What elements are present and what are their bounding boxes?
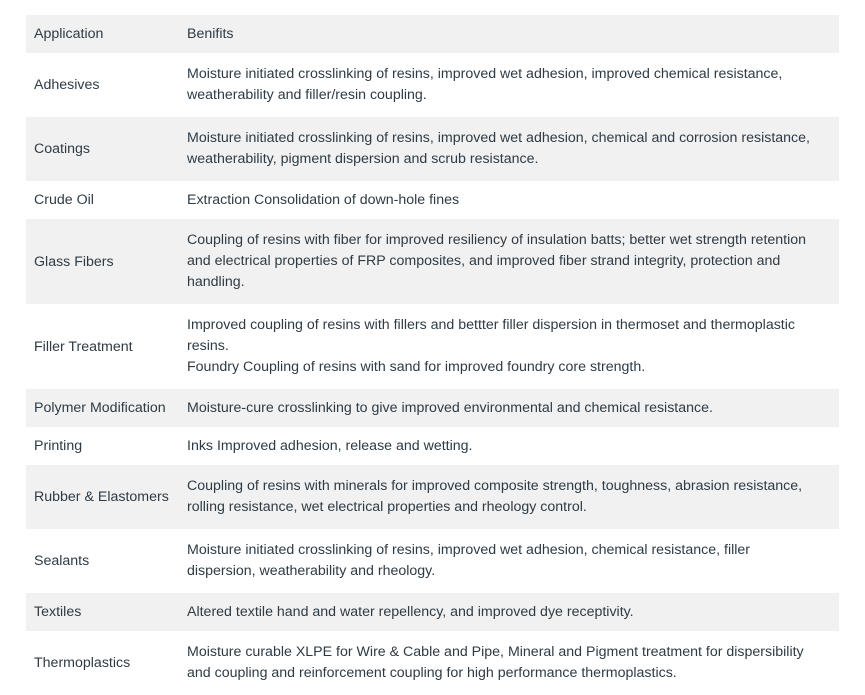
benefits-line: Coupling of resins with minerals for improved composite strength, toughness, abrasion resistance, [187,478,803,494]
header-application: Application [34,26,104,42]
benefits-cell [187,190,839,211]
benefits-line: Inks Improved adhesion, release and wetting. [187,437,473,454]
benefits-cell [187,64,839,106]
benefits-line: Moisture initiated crosslinking of resins, improved wet adhesion, improved chemical resistance, [187,66,783,82]
table-row [26,304,839,389]
benefits-line: and coupling and reinforcement coupling for high performance thermoplastics. [187,665,677,681]
benefits-cell [187,476,839,518]
header-benefits: Benifits [187,25,234,42]
table-header-row [26,15,839,53]
table-row [26,529,839,593]
table-row [26,631,839,695]
benefits-line: Coupling of resins with fiber for improved resiliency of insulation batts; better wet strength retention [187,232,807,248]
benefits-cell [187,540,839,582]
application-cell: Filler Treatment [34,338,133,355]
table-row [26,427,839,465]
benefits-line: Moisture-cure crosslinking to give improved environmental and chemical resistance. [187,399,713,416]
benefits-cell [187,642,839,684]
benefits-cell [187,602,839,623]
benefits-cell [187,128,839,170]
table-row [26,117,839,181]
table-row [26,389,839,427]
benefits-line: rolling resistance, wet electrical properties and rheology control. [187,499,587,515]
applications-table [26,15,839,695]
table-row [26,53,839,117]
benefits-cell [187,436,839,457]
application-cell: Coatings [34,141,90,157]
benefits-cell [187,315,839,378]
table-row [26,593,839,631]
benefits-line: Improved coupling of resins with fillers and bettter filler dispersion in thermoset and thermoplastic [187,317,795,333]
application-cell: Sealants [34,553,90,569]
benefits-line: dispersion, weatherability and rheology. [187,563,436,579]
application-cell: Rubber & Elastomers [34,489,169,505]
application-cell: Printing [34,438,83,454]
application-cell: Polymer Modification [34,400,166,416]
benefits-line: Moisture initiated crosslinking of resins, improved wet adhesion, chemical resistance, filler [187,542,751,558]
benefits-line: weatherability and filler/resin coupling. [187,87,427,103]
table-row [26,181,839,219]
table-row [26,219,839,304]
application-cell: Thermoplastics [34,655,131,671]
application-cell: Textiles [34,604,82,620]
benefits-line: Altered textile hand and water repellency, and improved dye receptivity. [187,603,634,620]
application-cell: Crude Oil [34,192,94,208]
benefits-line: resins. [187,338,229,354]
table-row [26,465,839,529]
benefits-line: handling. [187,274,245,290]
benefits-cell [187,230,839,293]
benefits-line: Foundry Coupling of resins with sand for improved foundry core strength. [187,359,646,375]
benefits-line: Extraction Consolidation of down-hole fines [187,191,460,208]
application-cell: Glass Fibers [34,253,114,270]
benefits-cell [187,398,839,419]
benefits-line: weatherability, pigment dispersion and scrub resistance. [187,151,539,167]
benefits-line: Moisture initiated crosslinking of resins, improved wet adhesion, chemical and corrosion resistance, [187,130,810,146]
benefits-line: Moisture curable XLPE for Wire & Cable and Pipe, Mineral and Pigment treatment for dispersibility [187,644,804,660]
table-body [26,53,839,695]
benefits-line: and electrical properties of FRP composites, and improved fiber strand integrity, protection and [187,253,781,269]
application-cell: Adhesives [34,77,100,93]
